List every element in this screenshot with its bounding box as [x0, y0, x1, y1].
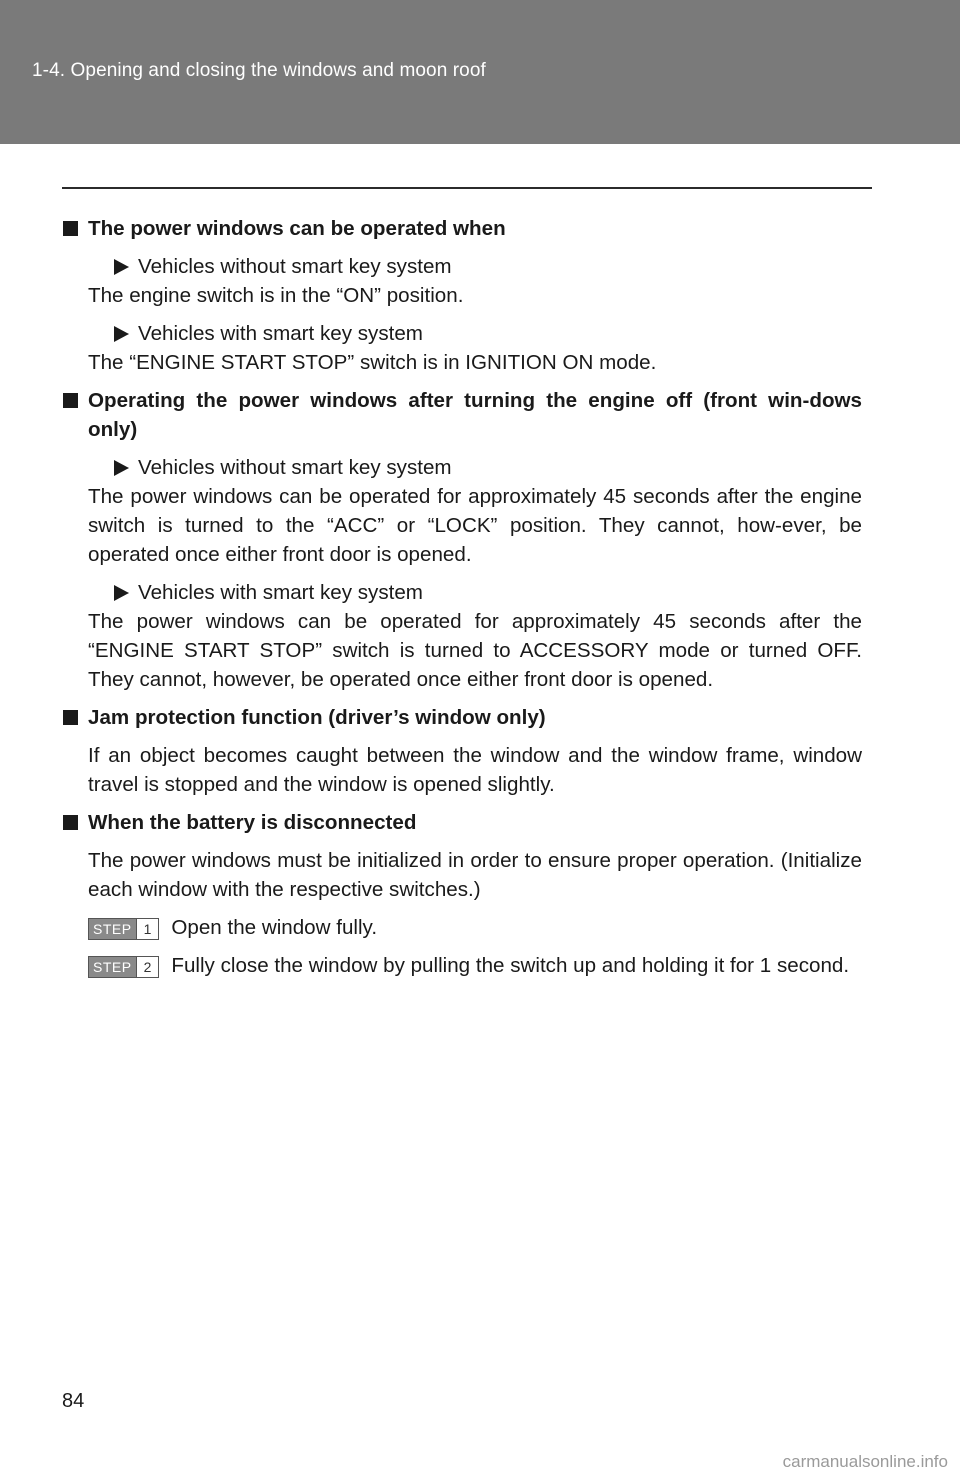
arrow-right-icon	[114, 326, 129, 342]
watermark: carmanualsonline.info	[782, 1452, 948, 1471]
divider-rule	[62, 187, 872, 189]
vehicle-variant-item	[88, 453, 862, 569]
square-bullet-icon	[63, 815, 78, 830]
vehicle-variant-item	[88, 578, 862, 694]
section-text: If an object becomes caught between the window and the window frame, window travel is stopped and the window is opened slightly.	[88, 744, 862, 796]
arrow-right-icon	[114, 585, 129, 601]
section-body	[62, 453, 862, 694]
step-text: Fully close the window by pulling the switch up and holding it for 1 second.	[171, 954, 850, 977]
section-body	[62, 846, 862, 980]
variant-label: Vehicles with smart key system	[88, 319, 862, 348]
square-bullet-icon	[63, 393, 78, 408]
section-body	[62, 252, 862, 377]
section-heading: Jam protection function (driver’s window only)	[62, 703, 862, 732]
section-jam-protection	[62, 703, 862, 799]
page-header-band	[0, 0, 960, 144]
square-bullet-icon	[63, 221, 78, 236]
variant-text: The “ENGINE START STOP” switch is in IGNITION ON mode.	[88, 351, 657, 374]
section-heading: Operating the power windows after turning the engine off (front win-dows only)	[62, 386, 862, 444]
variant-text: The engine switch is in the “ON” position.	[88, 284, 464, 307]
variant-text: The power windows can be operated for approximately 45 seconds after the “ENGINE START STOP” switch is turned to ACCESSORY mode or turned OFF. They cannot, however, be operated once either front door is opened.	[88, 610, 862, 691]
manual-content	[62, 214, 862, 989]
section-heading: The power windows can be operated when	[62, 214, 862, 243]
section-title: 1-4. Opening and closing the windows and moon roof	[32, 60, 486, 81]
page-number: 84	[62, 1390, 85, 1412]
variant-text: The power windows can be operated for approximately 45 seconds after the engine switch is turned to the “ACC” or “LOCK” position. They cannot, how-ever, be operated once either front door is opened.	[88, 485, 862, 566]
step-badge: STEP 1	[88, 918, 159, 940]
variant-label: Vehicles with smart key system	[88, 578, 862, 607]
step-text: Open the window fully.	[171, 916, 378, 939]
section-operable-conditions	[62, 214, 862, 377]
variant-label: Vehicles without smart key system	[88, 453, 862, 482]
section-battery-disconnected	[62, 808, 862, 980]
section-text: The power windows must be initialized in order to ensure proper operation. (Initialize each window with the respective switches.)	[88, 849, 862, 901]
step-item	[88, 951, 862, 980]
vehicle-variant-item	[88, 252, 862, 310]
step-badge: STEP 2	[88, 956, 159, 978]
section-body	[62, 741, 862, 799]
section-heading: When the battery is disconnected	[62, 808, 862, 837]
variant-label: Vehicles without smart key system	[88, 252, 862, 281]
arrow-right-icon	[114, 259, 129, 275]
section-after-engine-off	[62, 386, 862, 694]
square-bullet-icon	[63, 710, 78, 725]
step-item	[88, 913, 862, 942]
vehicle-variant-item	[88, 319, 862, 377]
arrow-right-icon	[114, 460, 129, 476]
